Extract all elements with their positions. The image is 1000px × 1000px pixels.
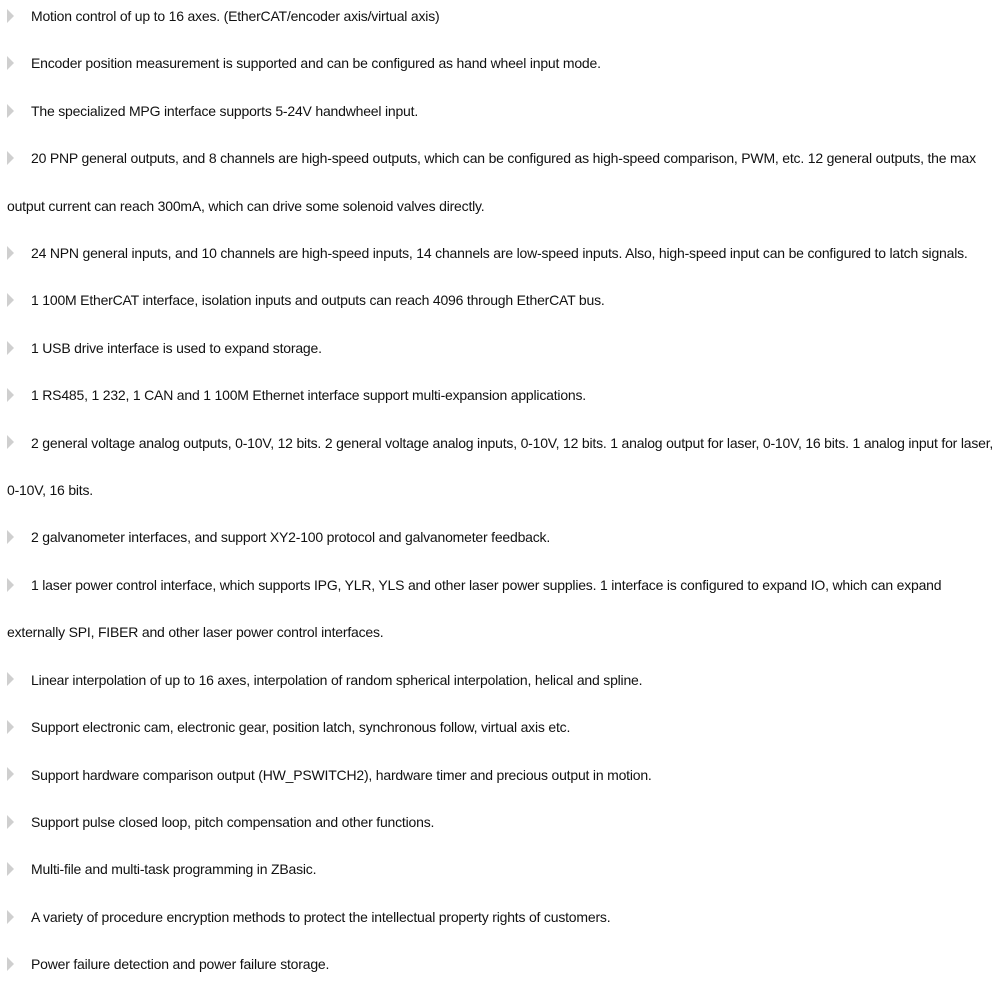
triangle-bullet-icon	[7, 672, 14, 686]
triangle-bullet-icon	[7, 957, 14, 971]
list-item	[0, 846, 1000, 893]
triangle-bullet-icon	[7, 530, 14, 544]
triangle-bullet-icon	[7, 151, 14, 165]
feature-text: The specialized MPG interface supports 5-24V handwheel input.	[31, 102, 419, 119]
triangle-bullet-icon	[7, 720, 14, 734]
feature-text: Support electronic cam, electronic gear, position latch, synchronous follow, virtual axis etc.	[31, 719, 571, 736]
feature-text: Encoder position measurement is supported and can be configured as hand wheel input mode.	[31, 55, 601, 72]
list-item	[0, 277, 1000, 324]
list-item	[0, 372, 1000, 419]
list-item	[0, 657, 1000, 704]
triangle-bullet-icon	[7, 9, 14, 23]
feature-text: 2 galvanometer interfaces, and support XY2-100 protocol and galvanometer feedback.	[31, 529, 551, 546]
list-item	[0, 894, 1000, 941]
feature-text: A variety of procedure encryption methods to protect the intellectual property rights of customers.	[31, 908, 611, 925]
triangle-bullet-icon	[7, 341, 14, 355]
feature-text: Support pulse closed loop, pitch compensation and other functions.	[31, 813, 435, 830]
list-item	[0, 325, 1000, 372]
feature-text: Multi-file and multi-task programming in ZBasic.	[31, 861, 317, 878]
triangle-bullet-icon	[7, 388, 14, 402]
triangle-bullet-icon	[7, 578, 14, 592]
list-item	[0, 230, 1000, 277]
list-item	[0, 420, 1000, 515]
list-item	[0, 40, 1000, 87]
triangle-bullet-icon	[7, 246, 14, 260]
feature-text: 1 RS485, 1 232, 1 CAN and 1 100M Ethernet interface support multi-expansion applications.	[31, 387, 586, 404]
list-item	[0, 752, 1000, 799]
triangle-bullet-icon	[7, 56, 14, 70]
list-item	[0, 562, 1000, 657]
feature-text: Motion control of up to 16 axes. (EtherCAT/encoder axis/virtual axis)	[31, 8, 440, 24]
feature-text: Linear interpolation of up to 16 axes, interpolation of random spherical interpolation, helical and spline.	[31, 671, 643, 688]
feature-text: 1 laser power control interface, which supports IPG, YLR, YLS and other laser power supplies. 1 interface is configured to expand IO, which can expand externally SPI, FIBER and other laser power control interfaces.	[7, 576, 942, 641]
triangle-bullet-icon	[7, 910, 14, 924]
triangle-bullet-icon	[7, 293, 14, 307]
list-item	[0, 704, 1000, 751]
feature-text: 24 NPN general inputs, and 10 channels are high-speed inputs, 14 channels are low-speed inputs. Also, high-speed input can be configured to latch signals.	[31, 245, 968, 262]
list-item	[0, 799, 1000, 846]
feature-text: Support hardware comparison output (HW_PSWITCH2), hardware timer and precious output in motion.	[31, 766, 652, 783]
feature-text: 1 USB drive interface is used to expand storage.	[31, 339, 322, 356]
feature-text: 2 general voltage analog outputs, 0-10V, 12 bits. 2 general voltage analog inputs, 0-10V, 12 bits. 1 analog output for laser, 0-10V, 16 bits. 1 analog input for laser, 0-10V, 16 bits.	[7, 434, 994, 499]
triangle-bullet-icon	[7, 104, 14, 118]
feature-text: 20 PNP general outputs, and 8 channels are high-speed outputs, which can be configured as high-speed comparison, PWM, etc. 12 general outputs, the max output current can reach 300mA, which can drive some solenoid valves directly.	[7, 150, 976, 214]
list-item	[0, 0, 1000, 40]
list-item	[0, 88, 1000, 135]
feature-text: Power failure detection and power failure storage.	[31, 956, 330, 973]
triangle-bullet-icon	[7, 815, 14, 829]
list-item	[0, 941, 1000, 988]
triangle-bullet-icon	[7, 435, 14, 449]
feature-text: 1 100M EtherCAT interface, isolation inputs and outputs can reach 4096 through EtherCAT bus.	[31, 292, 605, 309]
triangle-bullet-icon	[7, 862, 14, 876]
list-item	[0, 514, 1000, 561]
list-item	[0, 135, 1000, 230]
triangle-bullet-icon	[7, 767, 14, 781]
